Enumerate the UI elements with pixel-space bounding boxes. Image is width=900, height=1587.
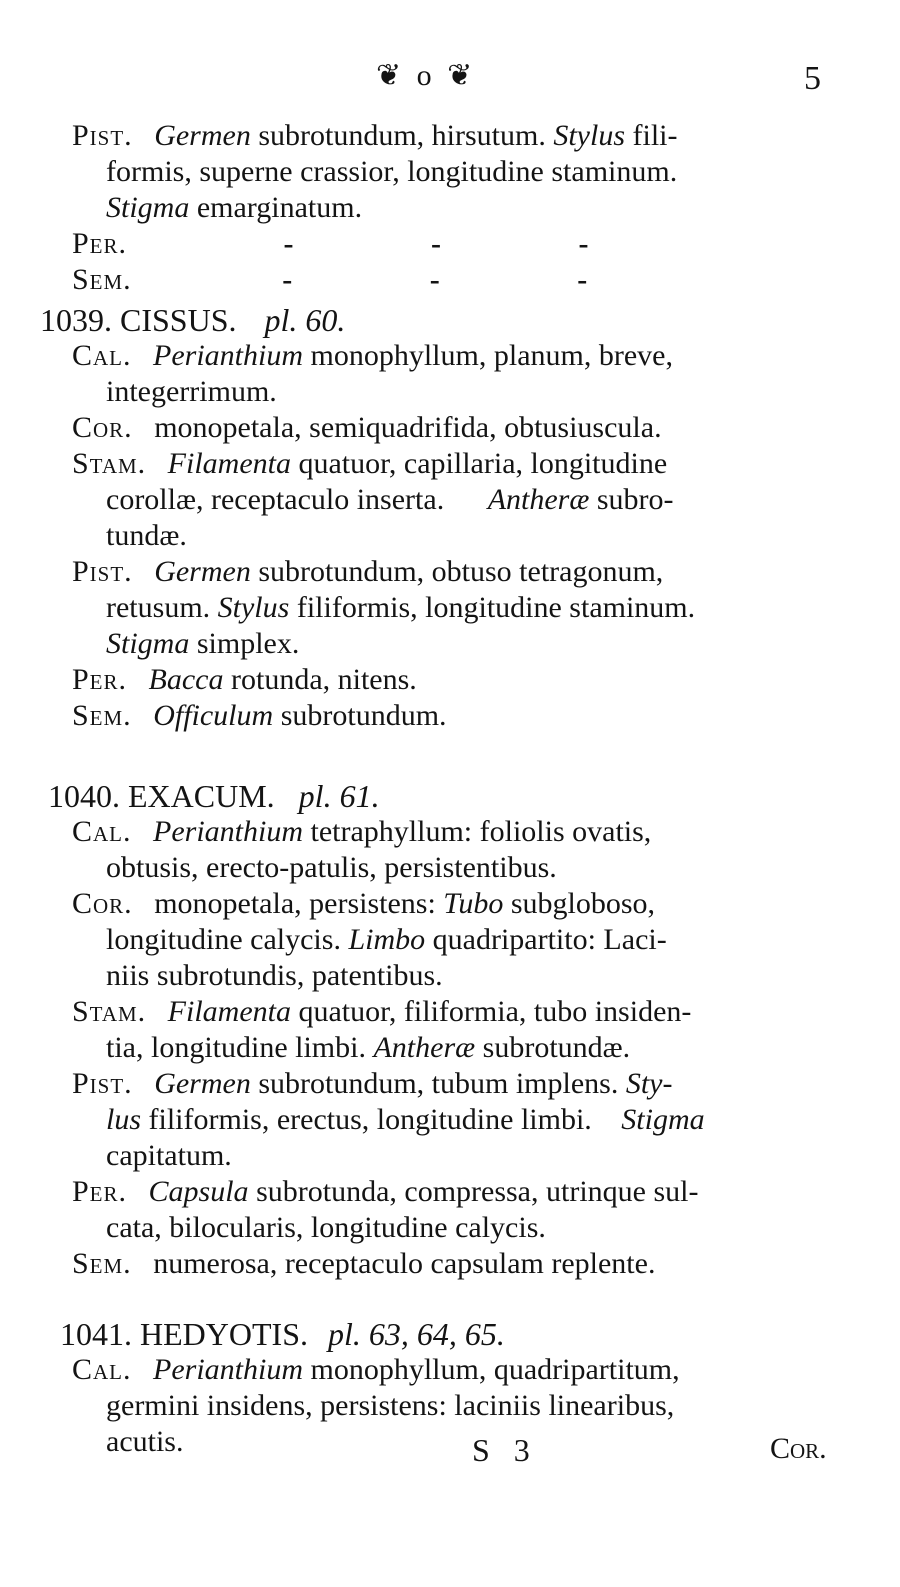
pist-line: Pist. Germen subrotundum, obtuso tetragonum,	[72, 555, 664, 588]
dash: -	[577, 263, 588, 296]
text-line: capitatum.	[106, 1139, 232, 1172]
stam-line: Stam. Filamenta quatuor, filiformia, tubo insiden-	[72, 995, 692, 1028]
genus-heading-1041: 1041. HEDYOTIS. pl. 63, 64, 65.	[60, 1316, 505, 1352]
text-line: formis, superne crassior, longitudine staminum.	[106, 155, 678, 188]
dash: -	[578, 227, 589, 260]
per-line: Per. Capsula subrotunda, compressa, utrinque sul-	[72, 1175, 699, 1208]
text-line: acutis.	[106, 1425, 184, 1458]
text-line: corollæ, receptaculo inserta. Antheræ subro-	[106, 483, 674, 516]
sem-line	[72, 262, 842, 298]
sem-line: Sem. numerosa, receptaculo capsulam replente.	[72, 1247, 656, 1280]
cal-line: Cal. Perianthium monophyllum, planum, breve,	[72, 339, 673, 372]
text-line: germini insidens, persistens: laciniis linearibus,	[106, 1389, 675, 1422]
cor-line: Cor. monopetala, semiquadrifida, obtusiuscula.	[72, 411, 662, 444]
text-line: Stigma simplex.	[106, 627, 300, 660]
sem-label: Sem.	[72, 263, 132, 296]
section-gap	[72, 1282, 842, 1312]
section-gap	[72, 734, 842, 774]
signature-mark: S 3	[472, 1432, 538, 1468]
text-line: niis subrotundis, patentibus.	[106, 959, 443, 992]
per-line: Per. Bacca rotunda, nitens.	[72, 663, 417, 696]
text-line: obtusis, erecto-patulis, persistentibus.	[106, 851, 557, 884]
text-line: integerrimum.	[106, 375, 277, 408]
pist-label: Pist.	[72, 119, 133, 152]
dash: -	[429, 263, 440, 296]
page-body	[40, 118, 842, 1460]
header-ornament: ❦ o ❦	[376, 59, 477, 92]
text-line: longitudine calycis. Limbo quadripartito: Laci-	[106, 923, 667, 956]
stam-line: Stam. Filamenta quatuor, capillaria, longitudine	[72, 447, 668, 480]
cal-line: Cal. Perianthium tetraphyllum: foliolis ovatis,	[72, 815, 652, 848]
pist-line: Pist. Germen subrotundum, hirsutum. Stylus fili-	[72, 119, 678, 152]
cal-line: Cal. Perianthium monophyllum, quadripartitum,	[72, 1353, 680, 1386]
cor-line: Cor. monopetala, persistens: Tubo subgloboso,	[72, 887, 656, 920]
page-header	[0, 58, 900, 98]
dash: -	[282, 263, 293, 296]
genus-heading-1040: 1040. EXACUM. pl. 61.	[48, 778, 380, 814]
genus-heading-1039: 1039. CISSUS. pl. 60.	[40, 302, 346, 338]
dash: -	[283, 227, 294, 260]
text-line: tia, longitudine limbi. Antheræ subrotundæ.	[106, 1031, 631, 1064]
catchword: Cor.	[770, 1432, 827, 1465]
text-line: Stigma emarginatum.	[106, 191, 363, 224]
text-line: tundæ.	[106, 519, 187, 552]
pist-line: Pist. Germen subrotundum, tubum implens. Sty-	[72, 1067, 673, 1100]
page-footer	[0, 1432, 900, 1476]
per-line	[72, 226, 842, 262]
sem-line: Sem. Officulum subrotundum.	[72, 699, 447, 732]
page-number: 5	[804, 60, 821, 97]
dash: -	[431, 227, 442, 260]
per-label: Per.	[72, 227, 128, 260]
text-line: cata, bilocularis, longitudine calycis.	[106, 1211, 546, 1244]
text-line: retusum. Stylus filiformis, longitudine staminum.	[106, 591, 696, 624]
text-line: lus filiformis, erectus, longitudine limbi. Stigma	[106, 1103, 705, 1136]
